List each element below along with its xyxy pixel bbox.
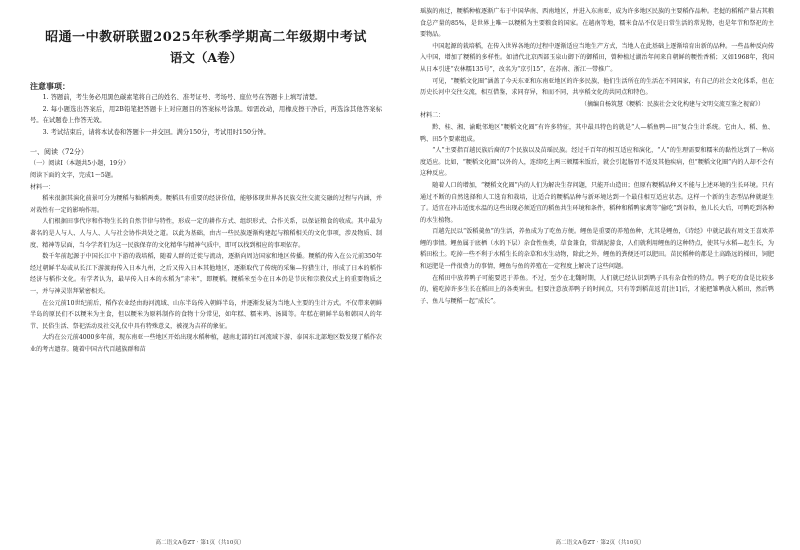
paragraph: 百越先民以“饭稻羹鱼”的生活，养鱼成为了吃鱼方便。鲤鱼是重要的养殖鱼种，尤其是鲤鱼，《诗经》中就记载有周文王喜欢养鲤的事情。鲤鱼属于底栖（水的下层）杂食性鱼类，草食兼食，常湖泥游食，人们就利用鲤鱼的这种特点，使其与水稻—起生长，为稻田松土。吃掉一些不利于水稻生长的杂草和水生动物，除此之外，鲤鱼的粪便还可以肥田。苗民稻种的都是土高路远的梯田，饲肥和运肥是一件很费力的事情，鲤鱼与鱼的养殖在一定程度上解决了这些问题。 [420, 228, 774, 271]
paragraph: “人”主要指百越民族后裔的7个民族以及苗瑶民族。经过千百年的相互适应和演化，“人”的生理需要和糯米的黏性达到了一种高度适应。比如，“粳稻文化圈”以外的人，连续吃上两三顿糯米饭后，就会引起肠胃不适及其他疾病，但“粳稻文化圈”内的人却不会有这种反应。 [420, 147, 774, 178]
exam-title: 昭通一中教研联盟2025年秋季学期高二年级期中考试 [45, 30, 367, 45]
notice-item: 1. 答题前，考生务必用黑色碳素笔将自己的姓名、准考证号、考场号、座位号在答题卡上填写清楚。 [42, 94, 322, 101]
notice-heading: 注意事项： [30, 81, 70, 91]
paragraph: 在公元前10世纪前后，稻作农业经由海河流域、山东半岛传入朝鲜半岛，并逐渐发展为当地人主要的生计方式。不仅带来朝鲜半岛的原民们不以粳米为主食，但以粳米为原料制作的食物十分常见，如年糕、糯米鸡、汤圆等。年糕在朝鲜半岛和韩国人的年节、民俗生活、祭祀活动及社交礼仪中具有特殊意义，被视为吉祥的象征。 [30, 299, 382, 330]
paragraph: 数千年前起源于中国长江中下游的栽培稻，随着人群的迁徙与流动，逐渐向周边国家和地区传播。粳稻的传入在公元前350年经过朝鲜半岛或从长江下游渡海传入日本九州，之后又传入日本其他地区，逐渐取代了传统的采集—狩猎生计，形成了日本的稻作经济与稻作文化。有学者认为，最早传入日本的水稻为“赤米”，即粳稻。粳稻米至今在日本仍是节庆和宗教仪式上的重要物质之一，并与神灵崇拜紧密相关。 [30, 253, 382, 295]
material-label: 材料一： [30, 183, 55, 191]
page-footer: 高二语文A卷ZT · 第1页（共10页） [155, 540, 245, 546]
paragraph: 大约在公元前4000多年前，现东南亚一些地区开始出现水稻种植，越南北部的红河流域下游、泰国东北部地区数发现了稻作农业的考古遗存。随着中国古代百越族群和苗 [30, 334, 382, 353]
material-label: 材料二： [420, 112, 445, 120]
section-heading: 一、阅读（72分） [30, 148, 88, 157]
paragraph: 瑶族的南迁，粳稻种植逐渐广布于中国华南、西南地区，并进入东南亚，成为许多地区民族的主要稻作品种。老挝的稻稻产量占其粮食总产量的85%，是世界上唯一以粳稻为主要粮食的国家。在越南等地，糯米食品不仅是日常生活的常见物，也是年节和祭祀的主要物品。 [420, 8, 774, 39]
paragraph: 人们根据田事代序和作物生长的自然节律与特性，形成一定的耕作方式、组织形式、合作关系，以保证粮食的收成。其中最为著名的是人与人、人与人、人与社会协作共处之道。以此为基础，由古一些民族逐渐构建起与粮稻相关的文化事项，涉及物质、制度、精神等层面，当今学者们为这一民族保存的文化精华与精神气质中，即可以找到相应的事项依存。 [30, 218, 382, 249]
instruction: 阅读下面的文字，完成1～5题。 [30, 171, 117, 179]
subsection-heading: （一）阅读Ⅰ（本题共5小题，19分） [30, 160, 130, 168]
paragraph: 随着人口的增加，“粳稻文化圈”内的人们为解决生存问题，只能开山造田；但原有粳稻品种又不能与上述环境的生长环境。只有通过不断的自然选择和人工选育和栽培，让适合的粳稻品种与新环境达到一个最佳相互适应状态。这样一个新的生态型品种就诞生了。适宜在冲击适度水温的这些出现必须适宜的稻鱼共生环境和条件，稻种和稻鸭家禽等“偷吃”到谷粒，鱼儿长大后，可鸭吃到各种的水生植物。 [420, 181, 774, 224]
notice-item: 3. 考试结束后，请将本试卷和答题卡一并交回。满分150分，考试用时150分钟。 [42, 128, 270, 136]
notice-item: 2. 每小题选出答案后，用2B铅笔把答题卡上对应题目的答案标号涂黑。如需改动，用橡皮擦干净后，再选涂其他答案标号。在试题卷上作答无效。 [30, 105, 382, 125]
paragraph: 稻米很据其演化前景可分为粳稻与籼稻两类。粳稻具有重要的经济价值，能够体现世界各民族交往交流交融的过程与内涵，并对栽性有一定的影响作用。 [30, 195, 382, 214]
page-footer: 高二语文A卷ZT · 第2页（共10页） [555, 540, 645, 546]
paragraph: 可见，“粳稻文化圈”涵盖了今天东亚和东南亚地区的许多民族，他们生活所在的生活在不同国家，有自己的社会文化体系，但在历史长河中交往交流，相互借鉴，求同存异，和而不同，共享稻文化的共同点和特色。 [420, 77, 774, 97]
paragraph: 在稻田中放养鸭子可能要迟于养鱼。不过，至少在北魏时期，人们就已经认识到鸭子具有杂食性的特点。鸭子吃的食是比较多的，能吃掉许多生长在稻田上的各类害虫。但要注意放养鸭子的时间点，只有等到稻苗返青[注1]后，才能把雏鸭放入稻田，然后鸭子、鱼儿与粳稻一起“成长”。 [420, 274, 774, 305]
source-citation: （摘编自杨筑慧《粳稻：民族社会文化构建与文明交流互鉴之视窗》） [580, 100, 764, 108]
paragraph: 黔、桂、湘、渝毗邻地区“粳稻文化圈”有许多特征，其中最具特色的就是“人—稻鱼鸭—田”复合生计系统。它由人、稻、鱼、鸭、田5个要素组成。 [420, 123, 774, 143]
exam-subtitle: 语文（A卷） [169, 50, 243, 65]
paragraph: 中国起源的栽培稻，在传入世界各地的过程中逐渐适应当地生产方式，当地人在此基础上逐渐培育出新的品种。一些品种反向传入中国，增加了粳稻的多样性。如清代北京西部玉泉山御下的御稻田，曾种植过湖治年间来自朝鲜的粳性香稻；又如1968年，我国从日本引进“农林糯135号”，改名为“京引15”，在苏南、浙江一带推广。 [420, 42, 774, 73]
notice-block [30, 80, 382, 138]
page-right [400, 0, 800, 550]
